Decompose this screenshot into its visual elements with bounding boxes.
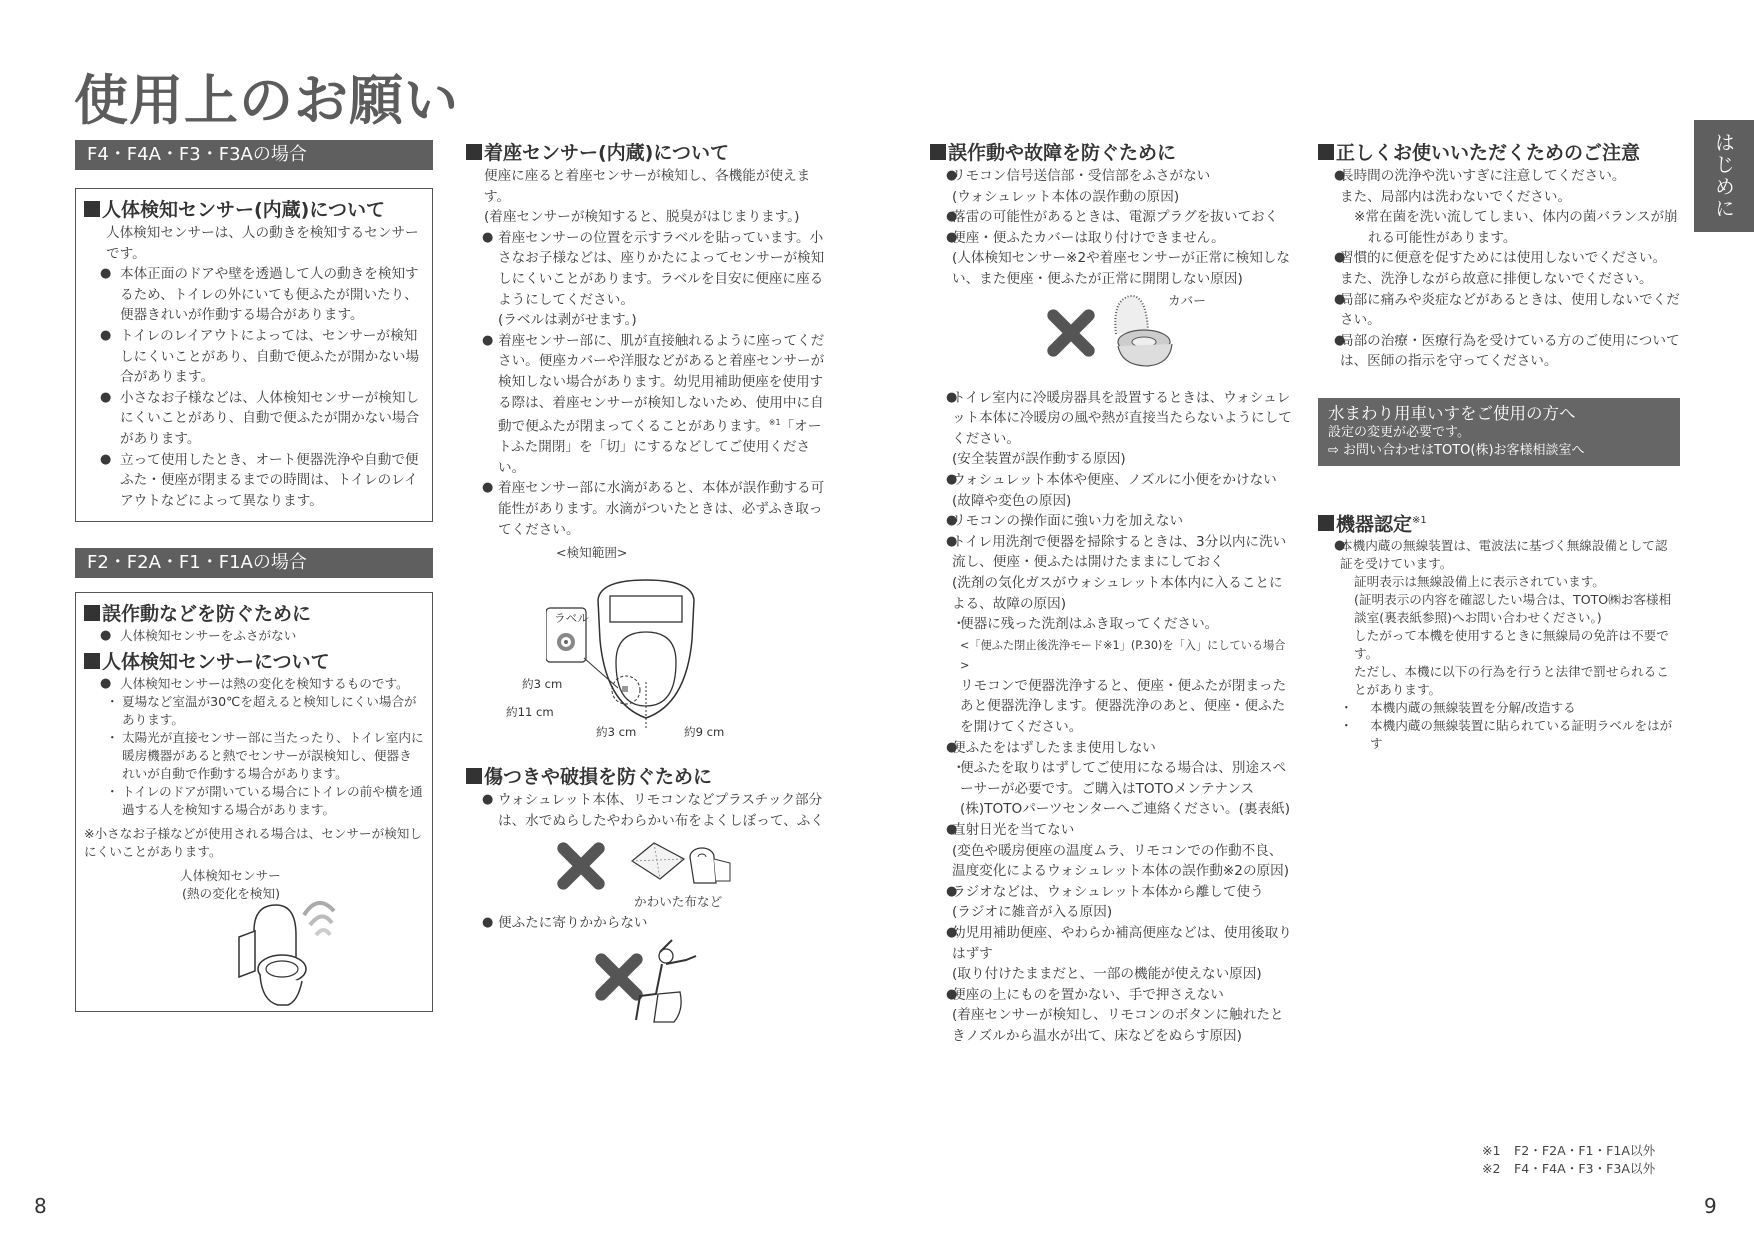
note-text: ※小さなお子様などが使用される場合は、センサーが検知しにくいことがあります。 (84, 826, 422, 860)
dimension-label: 約3 cm (522, 677, 563, 692)
toilet-sensor-illustration (84, 861, 424, 1011)
model-band-f2: F2・F2A・F1・F1Aの場合 (75, 548, 433, 578)
bullet-item: ● 便座・便ふたカバーは取り付けできません。 (人体検知センサー※2や着座センサーが正常に検知しない、また便座・便ふたが正常に開閉しない原因) (930, 228, 1292, 290)
dot-item: ・ トイレのドアが開いている場合にトイレの前や横を通過する人を検知する場合があります。 (84, 783, 424, 819)
bullet-item: ● 着座センサー部に水滴があると、本体が誤作動する可能性があります。水滴がついたときは、必ずふき取ってください。 (466, 478, 828, 540)
cover-label: カバー (1168, 292, 1206, 308)
body-text: 証明表示は無線設備上に表示されています。 (1354, 574, 1605, 590)
bullet-item: ● トイレ室内に冷暖房器具を設置するときは、ウォシュレット本体に冷暖房の風や熱が直接当たらないようにしてください。 (安全装置が誤作動する原因) (930, 388, 1292, 470)
column-proper-use (1318, 140, 1680, 753)
note-text: ※常在菌を洗い流してしまい、体内の菌バランスが崩れる可能性があります。 (1354, 209, 1678, 246)
column-seat-sensor (466, 140, 828, 1034)
square-bullet-icon (466, 768, 482, 784)
human-sensor-box (75, 188, 433, 522)
dot-item: ・ 便器に残った洗剤はふき取ってください。 <「便ふた閉止後洗浄モード※1」(P.30)を「入」にしている場合> リモコンで便器洗浄すると、便座・便ふたが閉まったあと便器洗浄します。便器洗浄のあと、便座・便ふたを開けてください。 (930, 614, 1292, 738)
square-bullet-icon (1318, 144, 1334, 160)
page-number-left: 8 (34, 1194, 47, 1218)
bullet-item: ● リモコンの操作面に強い力を加えない (930, 511, 1292, 532)
page-number-right: 9 (1704, 1194, 1717, 1218)
section-heading: 着座センサー(内蔵)について (466, 140, 828, 166)
intro-text: 便座に座ると着座センサーが検知し、各機能が使えます。 (484, 168, 811, 205)
wheelchair-notice (1318, 398, 1680, 466)
square-bullet-icon (84, 201, 100, 217)
square-bullet-icon (930, 144, 946, 160)
bullet-item: ● 習慣的に便意を促すためには使用しないでください。 また、洗浄しながら故意に排便しないでください。 (1318, 248, 1680, 289)
bullet-item: ● 直射日光を当てない (変色や暖房便座の温度ムラ、リモコンでの作動不良、温度変化によるウォシュレット本体の誤作動※2の原因) (930, 820, 1292, 882)
bullet-item: ● 着座センサーの位置を示すラベルを貼っています。小さなお子様などは、座りかたによってセンサーが検知しにくいことがあります。ラベルを目安に便座に座るようにしてください。 (ラベルは剥がせます。) (466, 228, 828, 331)
bullet-item: ● 立って使用したとき、オート便器洗浄や自動で便ふた・便座が閉まるまでの時間は、トイレのレイアウトなどによって異なります。 (84, 450, 424, 512)
section-heading: 機器認定$^{※1}$ (1318, 508, 1680, 537)
diagram-title: <検知範囲> (556, 545, 628, 561)
toilet-icon (234, 901, 384, 1011)
bullet-item: ● 長時間の洗浄や洗いすぎに注意してください。 また、局部内は洗わないでください。 (1318, 166, 1680, 207)
dot-item: ・ 便ふたを取りはずしてご使用になる場合は、別途スペーサーが必要です。ご購入はTOTOメンテナンス(株)TOTOパーツセンターへご連絡ください。(裏表紙) (930, 758, 1292, 820)
dot-item: ・ 本機内蔵の無線装置に貼られている証明ラベルをはがす (1318, 717, 1680, 753)
dimension-label: 約9 cm (684, 725, 725, 740)
column-left (75, 140, 433, 1012)
bullet-item: ● ラジオなどは、ウォシュレット本体から離して使う (ラジオに雑音が入る原因) (930, 882, 1292, 923)
square-bullet-icon (84, 605, 100, 621)
bullet-item: ● 本機内蔵の無線装置は、電波法に基づく無線設備として認証を受けています。 (1318, 537, 1680, 573)
column-malfunction (930, 140, 1292, 1047)
body-text: ただし、本機に以下の行為を行うと法律で罰せられることがあります。 (1354, 664, 1669, 698)
bullet-item: ● 幼児用補助便座、やわらか補高便座などは、使用後取りはずす (取り付けたままだと、一部の機能が使えない原因) (930, 923, 1292, 985)
square-bullet-icon (466, 144, 482, 160)
bullet-item: ● リモコン信号送信部・受信部をふさがない (ウォシュレット本体の誤作動の原因) (930, 166, 1292, 207)
bullet-item: ● ウォシュレット本体や便座、ノズルに小便をかけない (故障や変色の原因) (930, 470, 1292, 511)
section-heading: 正しくお使いいただくためのご注意 (1318, 140, 1680, 166)
body-text: したがって本機を使用するときに無線局の免許は不要です。 (1354, 628, 1669, 662)
section-tab[interactable]: はじめに (1694, 120, 1754, 232)
intro-note: (着座センサーが検知すると、脱臭がはじまります。) (484, 209, 800, 226)
footnote: ※1 F2・F2A・F1・F1A以外 (1482, 1143, 1656, 1158)
notice-title: 水まわり用車いすをご使用の方へ (1328, 403, 1576, 423)
person-leaning-icon (626, 938, 706, 1028)
notice-line: 設定の変更が必要です。 (1328, 424, 1470, 440)
bullet-item: ● 便ふたをはずしたまま使用しない (930, 738, 1292, 759)
dimension-label: 約3 cm (596, 725, 637, 740)
bullet-item: ● 便座の上にものを置かない、手で押さえない (着座センサーが検知し、リモコンのボタンに触れたときノズルから温水が出て、床などをぬらす原因) (930, 985, 1292, 1047)
bullet-item: ● 落雷の可能性があるときは、電源プラグを抜いておく (930, 207, 1292, 228)
bullet-item: ● 小さなお子様などは、人体検知センサーが検知しにくいことがあり、自動で便ふたが開かない場合があります。 (84, 388, 424, 450)
illustration-caption: 人体検知センサー (180, 868, 281, 884)
bullet-item: ● 局部の治療・医療行為を受けている方のご使用については、医師の指示を守ってください。 (1318, 331, 1680, 372)
footnote: ※2 F4・F4A・F3・F3A以外 (1482, 1161, 1656, 1176)
label-tag: ラベル (554, 611, 589, 626)
model-band-f4: F4・F4A・F3・F3Aの場合 (75, 140, 433, 170)
page-title: 使用上のお願い (74, 69, 459, 132)
section-heading: 傷つきや破損を防ぐために (466, 764, 828, 790)
prohibited-x-icon (550, 835, 612, 897)
bullet-item: ● 局部に痛みや炎症などがあるときは、使用しないでください。 (1318, 290, 1680, 331)
lean-on-lid-illustration (466, 934, 828, 1034)
dot-item: ・ 本機内蔵の無線装置を分解/改造する (1318, 699, 1680, 717)
square-bullet-icon (84, 653, 100, 669)
section-heading: 誤作動などを防ぐために (84, 601, 424, 627)
seat-cover-illustration (930, 290, 1292, 388)
bullet-item: ● トイレのレイアウトによっては、センサーが検知しにくいことがあり、自動で便ふたが開かない場合があります。 (84, 326, 424, 388)
bullet-item: ● 人体検知センサーは熱の変化を検知するものです。 (84, 675, 424, 693)
footnotes (1482, 1142, 1655, 1178)
section-heading: 人体検知センサー(内蔵)について (84, 197, 424, 223)
bullet-item: ● ウォシュレット本体、リモコンなどプラスチック部分は、水でぬらしたやわらかい布をよくしぼって、ふく (466, 790, 828, 831)
section-heading: 誤作動や故障を防ぐために (930, 140, 1292, 166)
illustration-caption: (熱の変化を検知) (182, 886, 280, 902)
intro-text: 人体検知センサーは、人の動きを検知するセンサーです。 (106, 225, 419, 262)
bullet-item: ● 人体検知センサーをふさがない (84, 627, 424, 645)
dot-item: ・ 夏場など室温が30℃を超えると検知しにくい場合があります。 (84, 693, 424, 729)
toilet-seat-diagram (546, 562, 746, 732)
section-heading: 人体検知センサーについて (84, 649, 424, 675)
prohibited-x-icon (1040, 302, 1102, 364)
bullet-item: ● 着座センサー部に、肌が直接触れるように座ってください。便座カバーや洋服などがあると着座センサーが検知しない場合があります。幼児用補助便座を使用する際は、着座センサーが検知しないため、使用中に自動で便ふたが閉まってくることがあります。$^{※1}$「オートふた開閉」を「切」にするなどしてご使用ください。 (466, 331, 828, 479)
bullet-item: ● 便ふたに寄りかからない (466, 913, 828, 934)
illustration-caption: かわいた布など (634, 894, 723, 910)
bullet-item: ● トイレ用洗剤で便器を掃除するときは、3分以内に洗い流し、便座・便ふたは開けたままにしておく (洗剤の気化ガスがウォシュレット本体内に入ることによる、故障の原因) (930, 532, 1292, 614)
body-text: (証明表示の内容を確認したい場合は、TOTO㈱お客様相談室(裏表紙参照)へお問い合わせください。) (1354, 592, 1672, 626)
dimension-label: 約11 cm (506, 705, 554, 720)
square-bullet-icon (1318, 515, 1334, 531)
bullet-item: ● 本体正面のドアや壁を透過して人の動きを検知するため、トイレの外にいても便ふたが開いたり、便器きれいが作動する場合があります。 (84, 264, 424, 326)
detection-range-diagram (466, 540, 828, 740)
cloth-and-paper-icon (626, 839, 746, 889)
human-sensor-box-2 (75, 592, 433, 1012)
dot-item: ・ 太陽光が直接センサー部に当たったり、トイレ室内に暖房機器があると熱でセンサーが誤検知し、便器きれいが自動で作動する場合があります。 (84, 729, 424, 783)
notice-contact: ⇨ お問い合わせはTOTO(株)お客様相談室へ (1328, 442, 1585, 458)
dry-cloth-illustration (466, 831, 828, 911)
